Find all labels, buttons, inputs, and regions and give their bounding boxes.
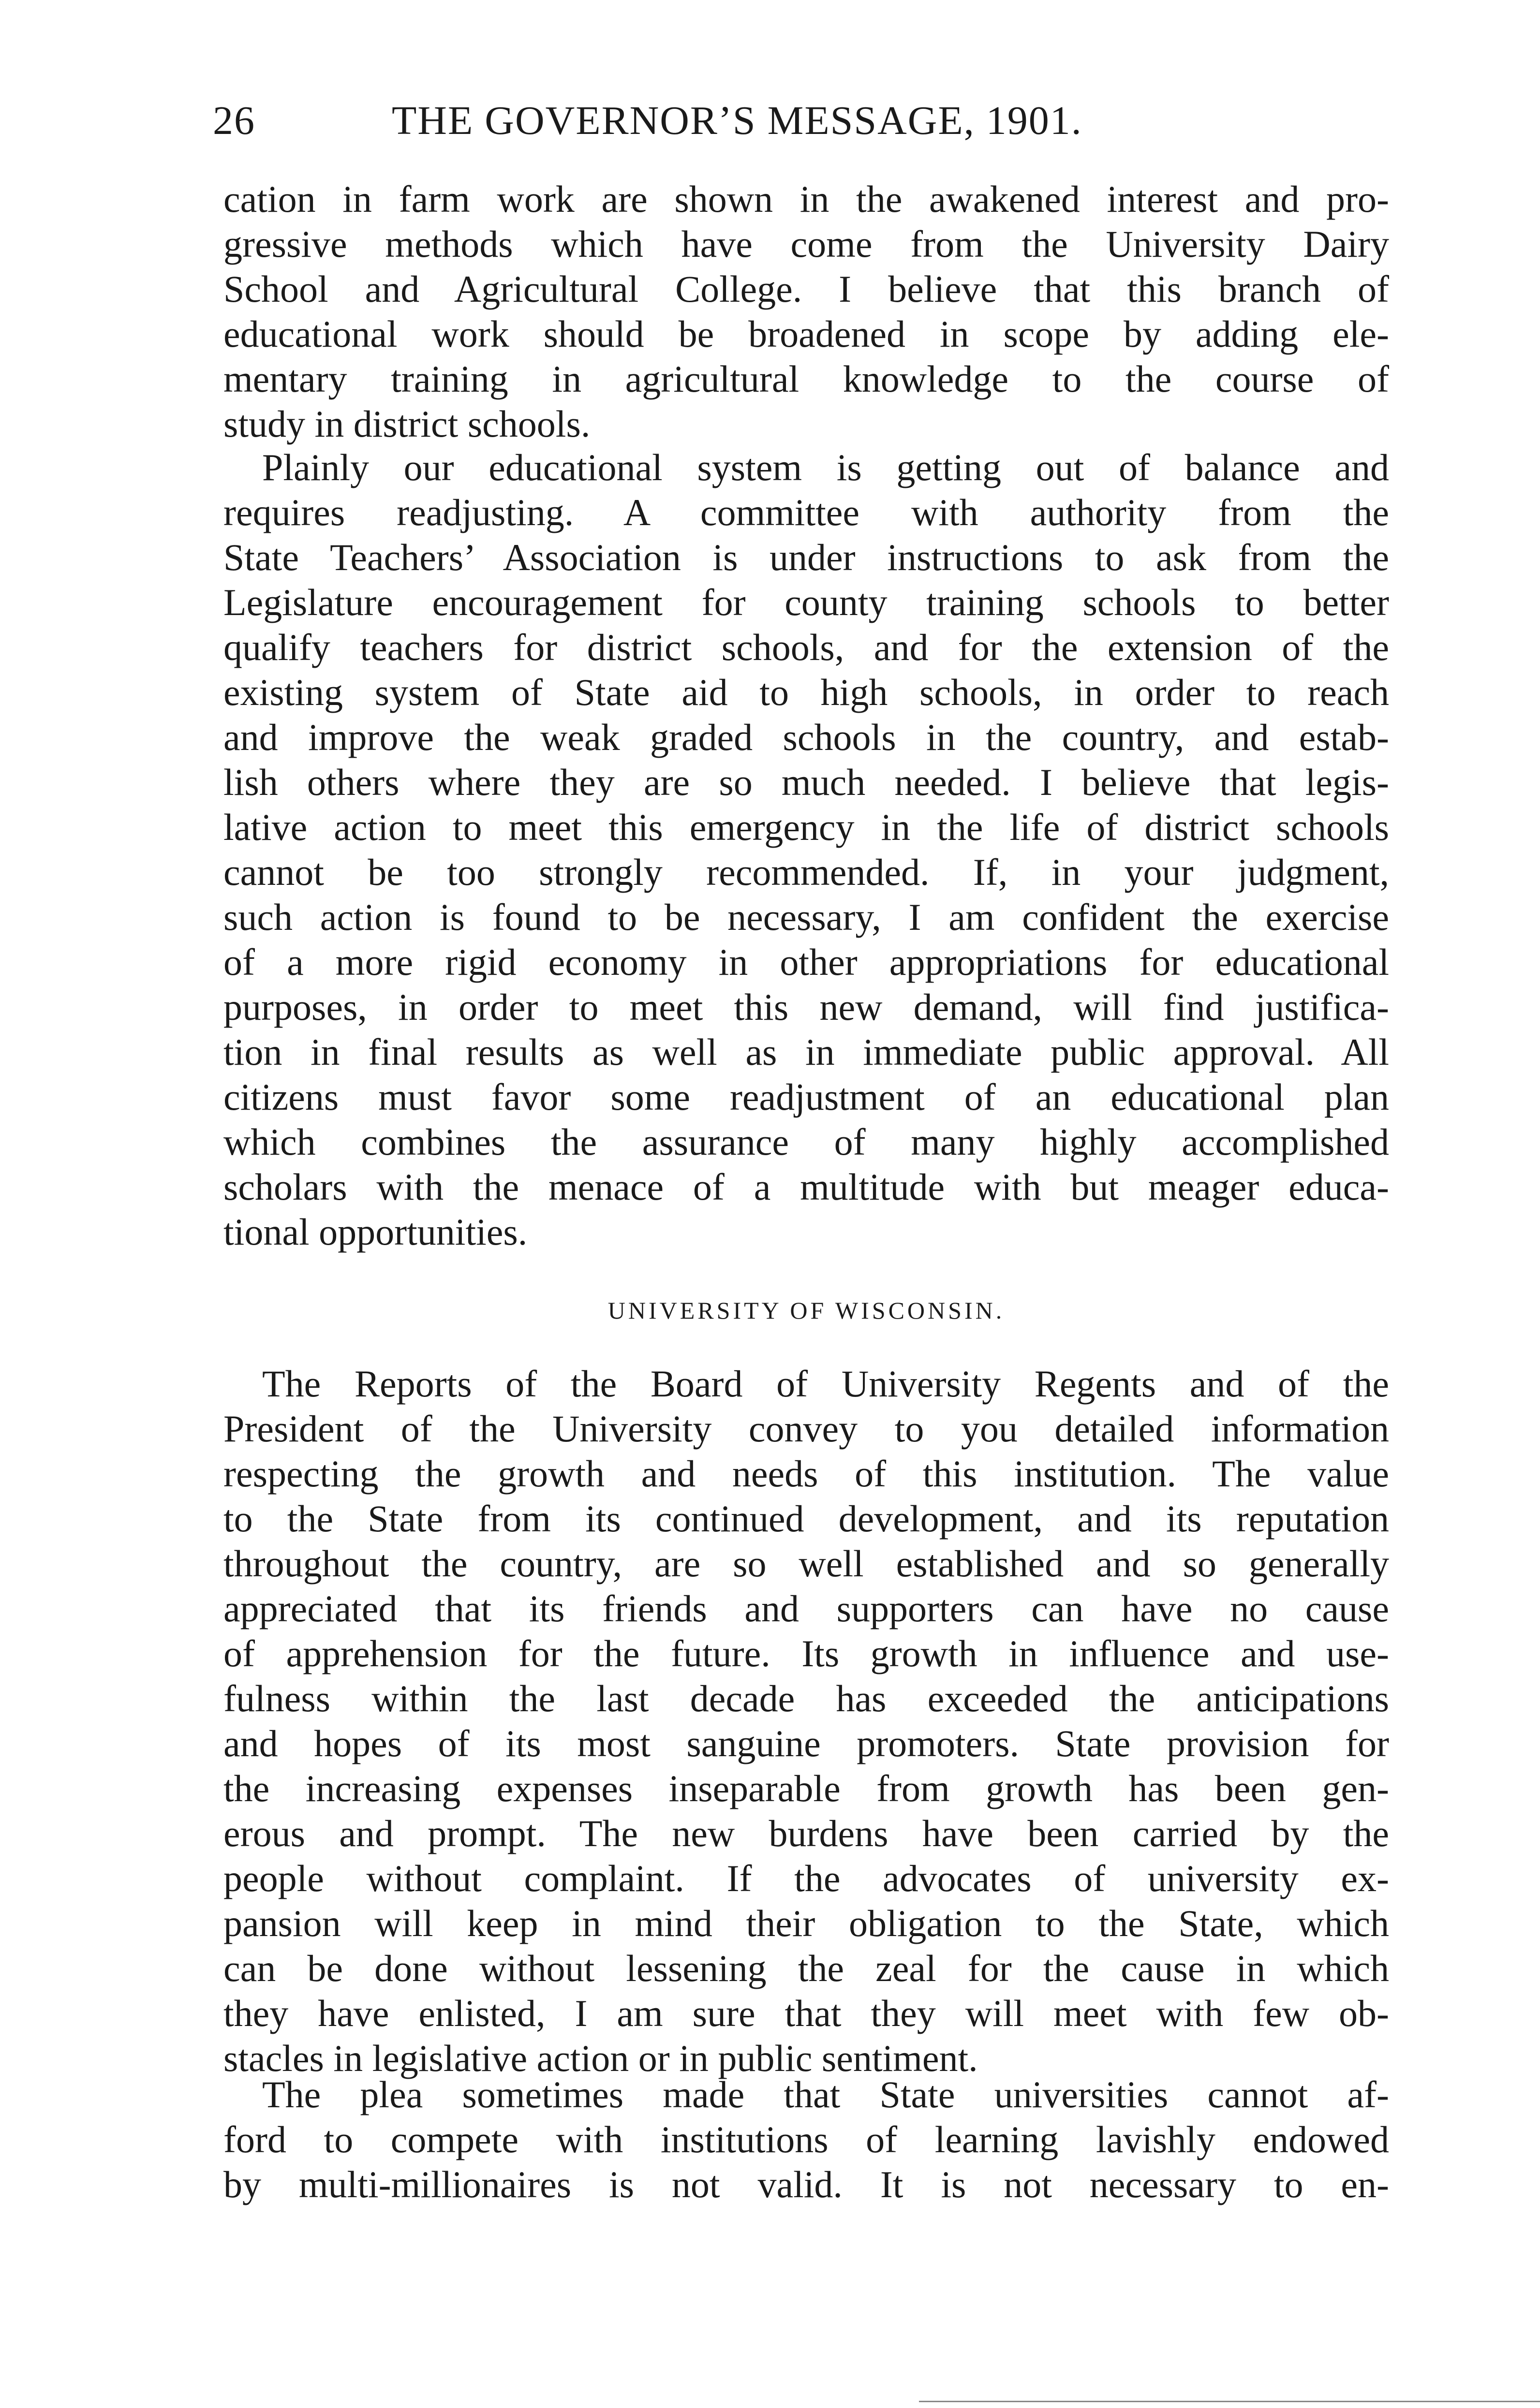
text-line: cation in farm work are shown in the awakened interest and pro- (223, 178, 1389, 220)
text-line: they have enlisted, I am sure that they will meet with few ob- (223, 1992, 1389, 2034)
text-line: tional opportunities. (223, 1211, 528, 1253)
text-line: Plainly our educational system is getting out of balance and (262, 446, 1389, 488)
text-line: ford to compete with institutions of learning lavishly endowed (223, 2118, 1389, 2160)
text-line: which combines the assurance of many highly accomplished (223, 1121, 1389, 1163)
text-line: tion in final results as well as in immediate public approval. All (223, 1031, 1389, 1073)
text-line: citizens must favor some readjustment of an educational plan (223, 1076, 1389, 1118)
page-number: 26 (213, 98, 255, 143)
text-line: appreciated that its friends and supporters can have no cause (223, 1587, 1389, 1630)
section-heading: UNIVERSITY OF WISCONSIN. (607, 1297, 1005, 1324)
text-line: gressive methods which have come from the University Dairy (223, 223, 1389, 265)
text-line: cannot be too strongly recommended. If, in your judgment, (223, 851, 1389, 893)
text-line: School and Agricultural College. I believe that this branch of (223, 268, 1389, 310)
text-line: of a more rigid economy in other appropriations for educational (223, 941, 1389, 983)
paragraph-educational-balance (223, 445, 1389, 1254)
text-line: people without complaint. If the advocates of university ex- (223, 1857, 1389, 1899)
text-line: fulness within the last decade has exceeded the anticipations (223, 1677, 1389, 1719)
text-line: such action is found to be necessary, I am confident the exercise (223, 896, 1389, 938)
text-line: lative action to meet this emergency in the life of district schools (223, 806, 1389, 848)
text-line: qualify teachers for district schools, and for the extension of the (223, 626, 1389, 668)
text-line: the increasing expenses inseparable from growth has been gen- (223, 1767, 1389, 1809)
text-line: purposes, in order to meet this new demand, will find justifica- (223, 986, 1389, 1028)
text-line: and improve the weak graded schools in the country, and estab- (223, 716, 1389, 758)
text-line: Legislature encouragement for county training schools to better (223, 581, 1389, 623)
text-line: by multi-millionaires is not valid. It is not necessary to en- (223, 2163, 1389, 2205)
text-line: and hopes of its most sanguine promoters. State provision for (223, 1722, 1389, 1764)
text-line: educational work should be broadened in scope by adding ele- (223, 313, 1389, 355)
text-line: study in district schools. (223, 403, 591, 445)
text-line: State Teachers’ Association is under instructions to ask from the (223, 536, 1389, 578)
paragraph-state-universities-plea (223, 2072, 1389, 2207)
paragraph-university-reports (223, 1361, 1389, 2081)
text-line: stacles in legislative action or in public sentiment. (223, 2037, 978, 2079)
text-line: existing system of State aid to high schools, in order to reach (223, 671, 1389, 713)
text-line: respecting the growth and needs of this institution. The value (223, 1453, 1389, 1495)
page-edge-rule (919, 2401, 1540, 2402)
text-line: lish others where they are so much needed. I believe that legis- (223, 761, 1389, 803)
text-line: of apprehension for the future. Its growth in influence and use- (223, 1632, 1389, 1674)
text-line: to the State from its continued development, and its reputation (223, 1498, 1389, 1540)
running-title: THE GOVERNOR’S MESSAGE, 1901. (392, 98, 1082, 143)
paragraph-agricultural-education (223, 176, 1389, 446)
text-line: The plea sometimes made that State universities cannot af- (262, 2073, 1389, 2115)
text-line: The Reports of the Board of University Regents and of the (262, 1363, 1389, 1405)
text-line: pansion will keep in mind their obligation to the State, which (223, 1902, 1389, 1944)
text-line: throughout the country, are so well established and so generally (223, 1542, 1389, 1585)
text-line: can be done without lessening the zeal for the cause in which (223, 1947, 1389, 1989)
text-line: President of the University convey to you detailed information (223, 1408, 1389, 1450)
text-line: mentary training in agricultural knowledge to the course of (223, 358, 1389, 400)
text-line: requires readjusting. A committee with authority from the (223, 491, 1389, 533)
text-line: erous and prompt. The new burdens have been carried by the (223, 1812, 1389, 1854)
running-head (213, 89, 1383, 152)
text-line: scholars with the menace of a multitude with but meager educa- (223, 1166, 1389, 1208)
